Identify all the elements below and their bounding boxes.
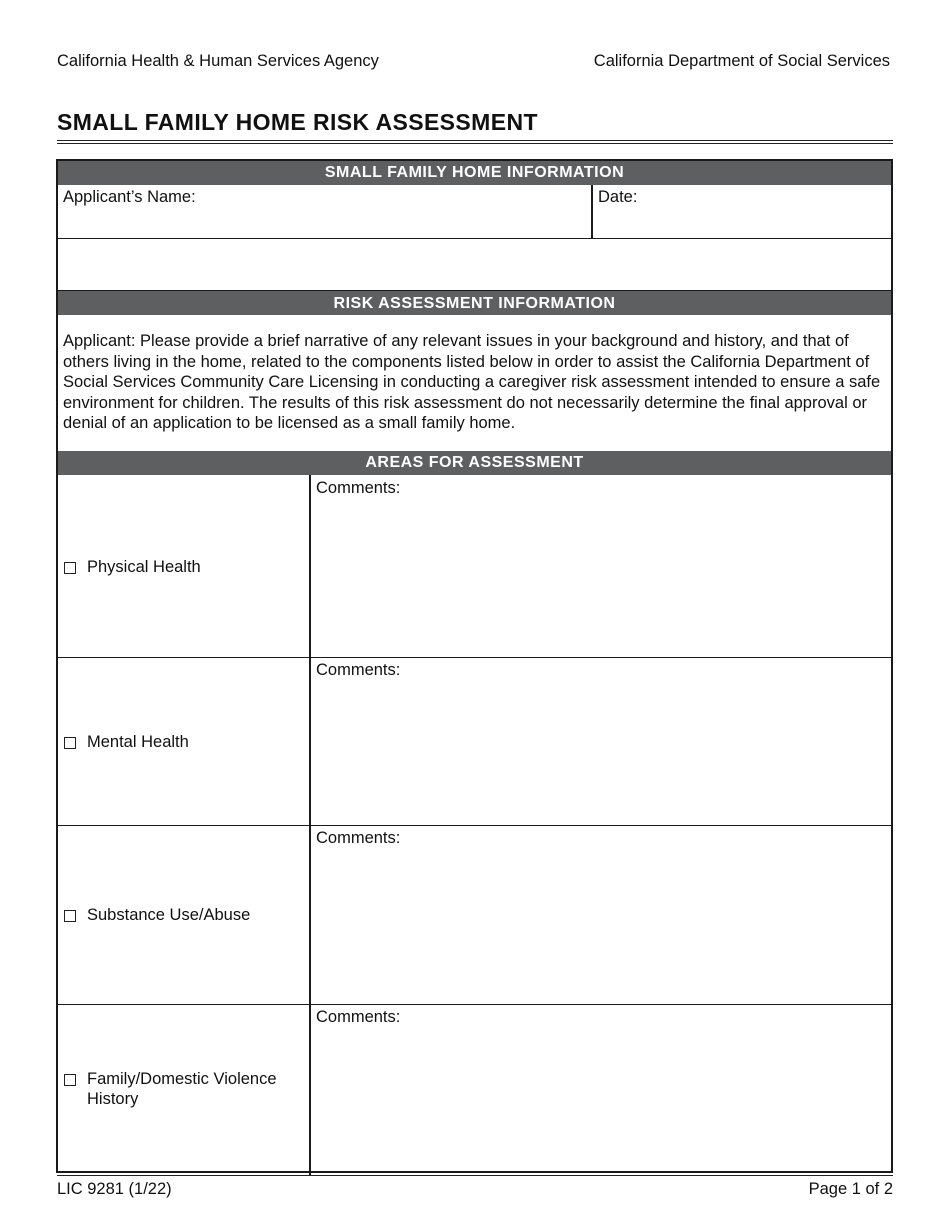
date-field[interactable]	[593, 185, 891, 238]
area-label: Mental Health	[87, 733, 189, 751]
comments-field-substance-use[interactable]	[311, 827, 891, 1004]
area-substance-use[interactable]	[64, 905, 294, 925]
area-mental-health[interactable]	[64, 732, 294, 752]
page-number: Page 1 of 2	[808, 1180, 893, 1198]
row-divider	[58, 238, 891, 239]
applicant-name-label: Applicant’s Name:	[63, 188, 196, 206]
section-header-areas: AREAS FOR ASSESSMENT	[58, 451, 891, 475]
comments-label: Comments:	[316, 661, 401, 679]
checkbox-mental-health[interactable]	[64, 737, 76, 749]
instructions-narrative: Applicant: Please provide a brief narrative of any relevant issues in your background and history, and that of others living in the home, related to the components listed below in order to assist the California Department of Social Services Community Care Licensing in conducting a caregiver risk assessment intended to ensure a safe environment for children. The results of this risk assessment do not necessarily determine the final approval or denial of an application to be licensed as a small family home.	[63, 332, 881, 432]
date-label: Date:	[598, 188, 638, 206]
footer-rule	[57, 1175, 893, 1176]
checkbox-family-violence[interactable]	[64, 1074, 76, 1086]
comments-field-family-violence[interactable]	[311, 1006, 891, 1171]
checkbox-substance-use[interactable]	[64, 910, 76, 922]
blank-row-field[interactable]	[58, 240, 891, 290]
section-header-risk-info: RISK ASSESSMENT INFORMATION	[58, 290, 891, 315]
comments-field-mental-health[interactable]	[311, 659, 891, 825]
checkbox-physical-health[interactable]	[64, 562, 76, 574]
area-label: Family/Domestic Violence History	[87, 1070, 277, 1108]
row-divider	[58, 825, 891, 826]
comments-label: Comments:	[316, 1008, 401, 1026]
area-family-violence[interactable]	[64, 1069, 294, 1109]
department-name: California Department of Social Services	[593, 52, 890, 70]
form-title: SMALL FAMILY HOME RISK ASSESSMENT	[57, 109, 538, 135]
title-rule	[57, 140, 893, 141]
form-table	[56, 159, 893, 1173]
section-header-home-info: SMALL FAMILY HOME INFORMATION	[58, 161, 891, 185]
title-rule-double	[57, 143, 893, 144]
agency-name: California Health & Human Services Agency	[57, 52, 379, 70]
comments-label: Comments:	[316, 829, 401, 847]
row-divider	[58, 1004, 891, 1005]
comments-label: Comments:	[316, 479, 401, 497]
comments-field-physical-health[interactable]	[311, 475, 891, 657]
area-label: Substance Use/Abuse	[87, 906, 251, 924]
row-divider	[58, 657, 891, 658]
form-id: LIC 9281 (1/22)	[57, 1180, 172, 1198]
applicant-name-field[interactable]	[58, 185, 591, 238]
area-physical-health[interactable]	[64, 557, 294, 577]
area-label: Physical Health	[87, 558, 201, 576]
